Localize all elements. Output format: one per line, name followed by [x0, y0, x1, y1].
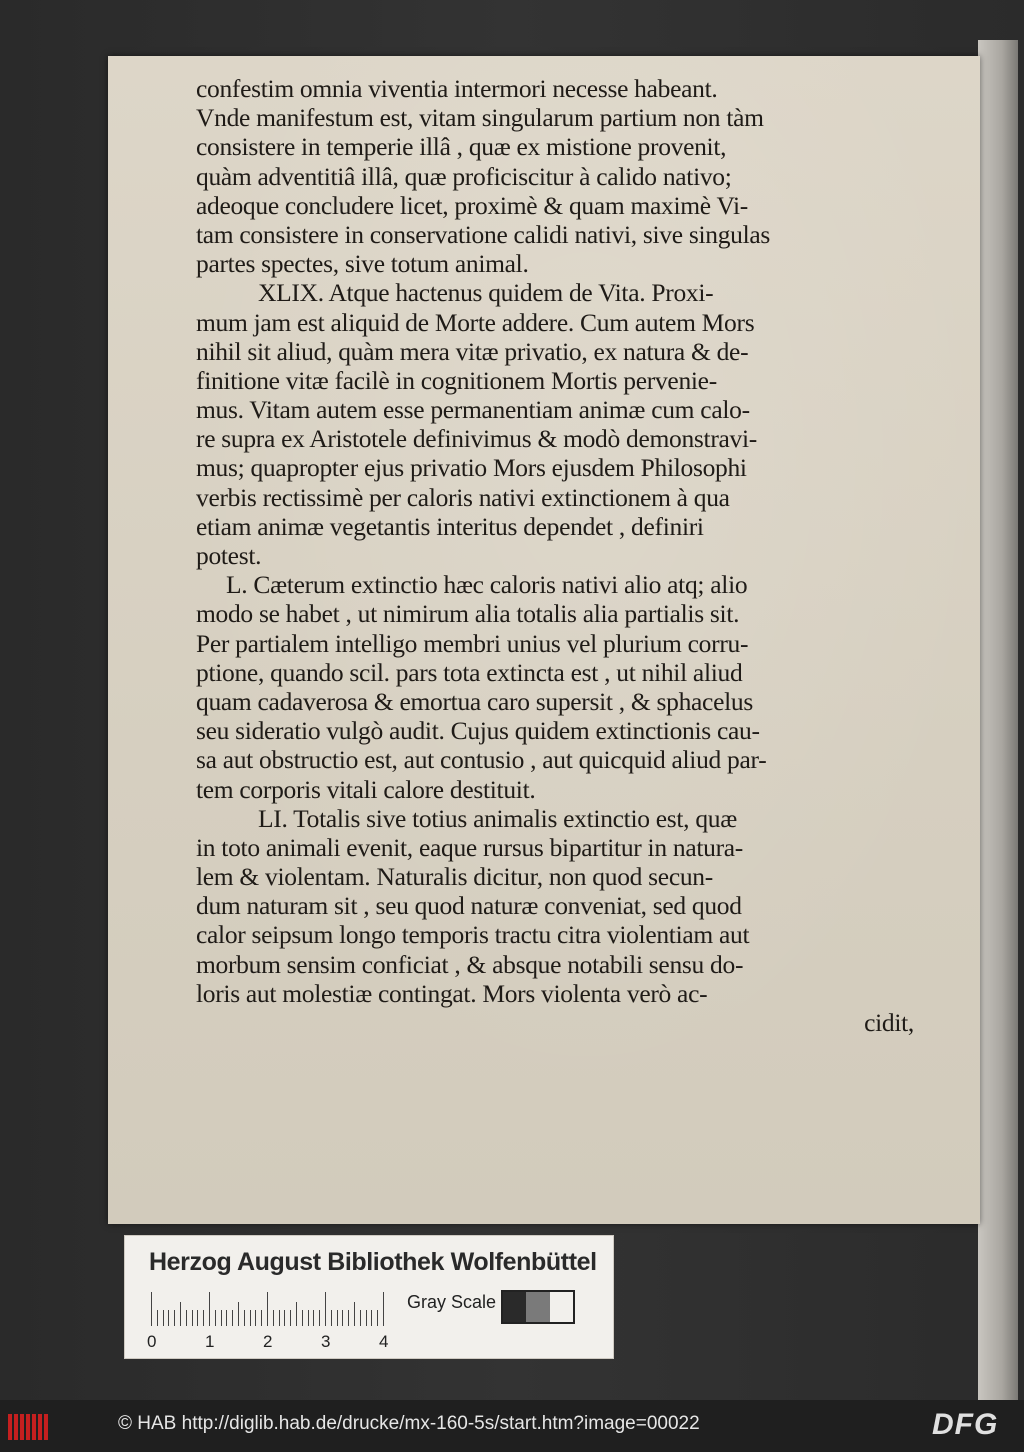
- text-line: tam consistere in conservatione calidi nativi, sive singulas: [196, 219, 771, 249]
- ruler-tick: [279, 1310, 280, 1326]
- ruler-tick: [383, 1292, 384, 1326]
- ruler-tick: [366, 1310, 367, 1326]
- gray-swatch-dark: [503, 1292, 526, 1322]
- ruler-tick: [238, 1302, 239, 1326]
- text-line: consistere in temperie illâ , quæ ex mistione provenit,: [196, 132, 727, 162]
- text-line: XLIX. Atque hactenus quidem de Vita. Proxi-: [258, 278, 714, 308]
- ruler-tick: [371, 1310, 372, 1326]
- ruler-tick: [255, 1310, 256, 1326]
- catchword: cidit,: [864, 1008, 914, 1037]
- ruler-tick: [226, 1310, 227, 1326]
- ruler-tick: [192, 1310, 193, 1326]
- text-line: etiam animæ vegetantis interitus dependet , definiri: [196, 511, 704, 541]
- ruler-tick: [302, 1310, 303, 1326]
- ruler-tick: [348, 1310, 349, 1326]
- ruler-number: 1: [205, 1332, 215, 1351]
- ruler-tick: [313, 1310, 314, 1326]
- library-name: Herzog August Bibliothek Wolfenbüttel: [149, 1248, 597, 1276]
- ruler-tick: [261, 1310, 262, 1326]
- text-line: seu sideratio vulgò audit. Cujus quidem extinctionis cau-: [196, 716, 760, 746]
- text-line: mus. Vitam autem esse permanentiam animæ cum calo-: [196, 395, 750, 425]
- text-line: mum jam est aliquid de Morte addere. Cum autem Mors: [196, 307, 755, 337]
- text-line: calor seipsum longo temporis tractu citra violentiam aut: [196, 920, 750, 950]
- ruler-number: 2: [263, 1332, 273, 1351]
- text-line: Per partialem intelligo membri unius vel plurium corru-: [196, 628, 749, 658]
- text-line: LI. Totalis sive totius animalis extinctio est, quæ: [258, 803, 737, 833]
- gray-scale-label: Gray Scale: [407, 1292, 497, 1312]
- text-line: sa aut obstructio est, aut contusio , aut quicquid aliud par-: [196, 745, 767, 775]
- text-line: verbis rectissimè per caloris nativi extinctionem à qua: [196, 482, 730, 512]
- text-line: re supra ex Aristotele definivimus & modò demonstravi-: [196, 424, 757, 454]
- ruler-tick: [186, 1310, 187, 1326]
- text-line: quàm adventitiâ illâ, quæ proficiscitur à calido nativo;: [196, 161, 732, 191]
- ruler-number: 0: [147, 1332, 157, 1351]
- text-line: potest.: [196, 541, 262, 570]
- viewer-footer: [0, 1400, 1024, 1452]
- text-line: dum naturam sit , seu quod naturæ conveniat, sed quod: [196, 891, 742, 921]
- ruler-tick: [209, 1292, 210, 1326]
- dfg-logo: DFG: [932, 1408, 999, 1441]
- text-line: Vnde manifestum est, vitam singularum partium non tàm: [196, 103, 764, 133]
- text-line: adeoque concludere licet, proximè & quam maximè Vi-: [196, 190, 749, 220]
- gray-swatch-mid: [526, 1292, 549, 1322]
- ruler-tick: [180, 1302, 181, 1326]
- ruler-tick: [342, 1310, 343, 1326]
- ruler-tick: [273, 1310, 274, 1326]
- ruler-tick: [232, 1310, 233, 1326]
- text-line: nihil sit aliud, quàm mera vitæ privatio, ex natura & de-: [196, 336, 749, 366]
- ruler-number: 4: [379, 1332, 389, 1351]
- ruler-tick: [331, 1310, 332, 1326]
- ruler-tick: [197, 1310, 198, 1326]
- text-line: ptione, quando scil. pars tota extincta est , ut nihil aliud: [196, 657, 743, 687]
- ruler-tick: [203, 1310, 204, 1326]
- ruler-tick: [157, 1310, 158, 1326]
- library-label-card: [124, 1235, 614, 1359]
- text-line: finitione vitæ facilè in cognitionem Mortis pervenie-: [196, 365, 717, 395]
- ruler-tick: [337, 1310, 338, 1326]
- ruler-tick: [244, 1310, 245, 1326]
- ruler-tick: [296, 1302, 297, 1326]
- text-line: loris aut molestiæ contingat. Mors violenta verò ac-: [196, 978, 708, 1008]
- ruler-tick: [308, 1310, 309, 1326]
- ruler-tick: [290, 1310, 291, 1326]
- ruler-tick: [360, 1310, 361, 1326]
- copyright-url[interactable]: © HAB http://diglib.hab.de/drucke/mx-160-5s/start.htm?image=00022: [118, 1413, 700, 1434]
- text-line: lem & violentam. Naturalis dicitur, non quod secun-: [196, 862, 713, 892]
- ruler-tick: [284, 1310, 285, 1326]
- ruler-tick: [250, 1310, 251, 1326]
- ruler-tick: [354, 1302, 355, 1326]
- text-line: tem corporis vitali calore destituit.: [196, 774, 536, 804]
- ruler-tick: [221, 1310, 222, 1326]
- page-text: [196, 74, 926, 1037]
- text-line: mus; quapropter ejus privatio Mors ejusdem Philosophi: [196, 453, 747, 483]
- text-line: quam cadaverosa & emortua caro supersit , & sphacelus: [196, 686, 753, 716]
- ruler-tick: [174, 1310, 175, 1326]
- gray-swatch-light: [550, 1292, 573, 1322]
- ruler-tick: [151, 1292, 152, 1326]
- text-line: modo se habet , ut nimirum alia totalis alia partialis sit.: [196, 599, 740, 629]
- ruler-tick: [163, 1310, 164, 1326]
- text-line: L. Cæterum extinctio hæc caloris nativi alio atq; alio: [226, 570, 748, 600]
- ruler-number: 3: [321, 1332, 331, 1351]
- text-line: confestim omnia viventia intermori necesse habeant.: [196, 74, 718, 103]
- text-line: morbum sensim conficiat , & absque notabili sensu do-: [196, 949, 744, 979]
- ruler-tick: [215, 1310, 216, 1326]
- text-line: in toto animali evenit, eaque rursus bipartitur in natura-: [196, 832, 743, 862]
- text-line: partes spectes, sive totum animal.: [196, 249, 529, 279]
- book-edge: [978, 40, 1018, 1400]
- gray-scale-swatch: [501, 1290, 575, 1324]
- hab-logo-icon: [8, 1414, 52, 1440]
- ruler-tick: [267, 1292, 268, 1326]
- ruler-tick: [168, 1310, 169, 1326]
- ruler-scale: [151, 1292, 391, 1326]
- ruler-tick: [325, 1292, 326, 1326]
- ruler-tick: [377, 1310, 378, 1326]
- ruler-tick: [319, 1310, 320, 1326]
